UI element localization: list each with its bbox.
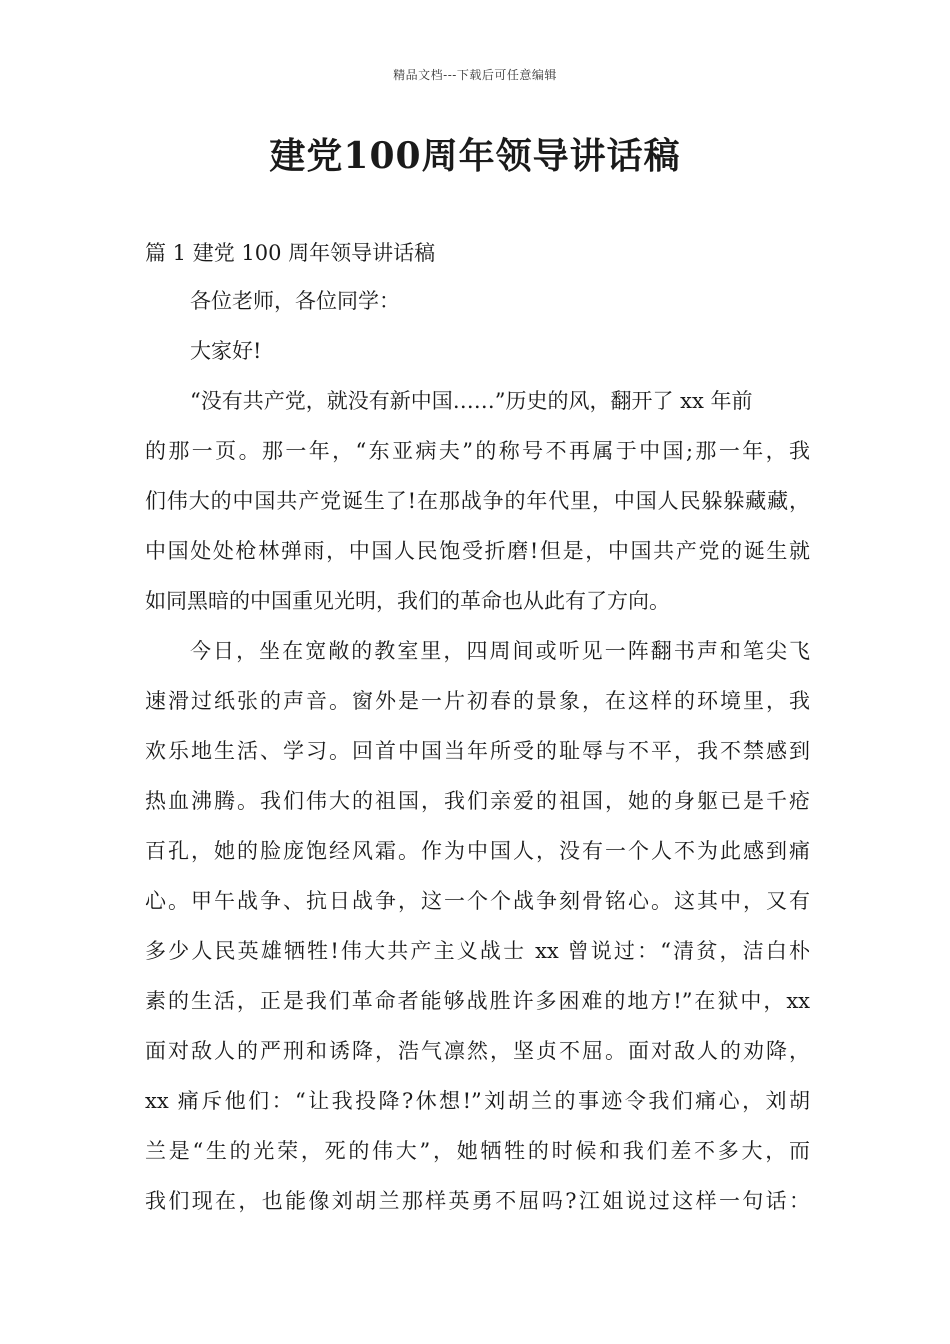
body-line: xx 痛斥他们：“让我投降?休想!”刘胡兰的事迹令我们痛心，刘胡	[145, 1089, 810, 1113]
body-line: 们伟大的中国共产党诞生了!在那战争的年代里，中国人民躲躲藏藏，	[145, 489, 810, 513]
body-line: 素的生活，正是我们革命者能够战胜许多困难的地方!”在狱中，xx	[145, 989, 810, 1013]
body-line: 面对敌人的严刑和诱降，浩气凛然，坚贞不屈。面对敌人的劝降，	[145, 1039, 810, 1063]
body-line: 欢乐地生活、学习。回首中国当年所受的耻辱与不平，我不禁感到	[145, 739, 810, 763]
body-line: 的那一页。那一年，“东亚病夫”的称号不再属于中国;那一年，我	[145, 439, 810, 463]
body-line: 如同黑暗的中国重见光明，我们的革命也从此有了方向。	[145, 589, 670, 613]
body-line: 中国处处枪林弹雨，中国人民饱受折磨!但是，中国共产党的诞生就	[145, 539, 810, 563]
body-line: 心。甲午战争、抗日战争，这一个个战争刻骨铭心。这其中，又有	[145, 889, 810, 913]
section-heading: 篇 1 建党 100 周年领导讲话稿	[145, 241, 436, 265]
body-line: 速滑过纸张的声音。窗外是一片初春的景象，在这样的环境里，我	[145, 689, 810, 713]
body-line: 今日，坐在宽敞的教室里，四周间或听见一阵翻书声和笔尖飞	[190, 639, 810, 663]
body-line: “没有共产党，就没有新中国……”历史的风，翻开了 xx 年前	[190, 389, 753, 413]
salutation: 各位老师，各位同学：	[190, 289, 400, 313]
body-line: 多少人民英雄牺牲!伟大共产主义战士 xx 曾说过：“清贫，洁白朴	[145, 939, 810, 963]
body-line: 百孔，她的脸庞饱经风霜。作为中国人，没有一个人不为此感到痛	[145, 839, 810, 863]
header-note: 精品文档---下载后可任意编辑	[393, 68, 557, 82]
body-line: 热血沸腾。我们伟大的祖国，我们亲爱的祖国，她的身躯已是千疮	[145, 789, 810, 813]
body-line: 我们现在，也能像刘胡兰那样英勇不屈吗?江姐说过这样一句话：	[145, 1189, 810, 1213]
document-title: 建党100周年领导讲话稿	[269, 135, 681, 177]
body-line: 兰是“生的光荣，死的伟大”，她牺牲的时候和我们差不多大，而	[145, 1139, 810, 1163]
greeting: 大家好!	[190, 339, 262, 363]
